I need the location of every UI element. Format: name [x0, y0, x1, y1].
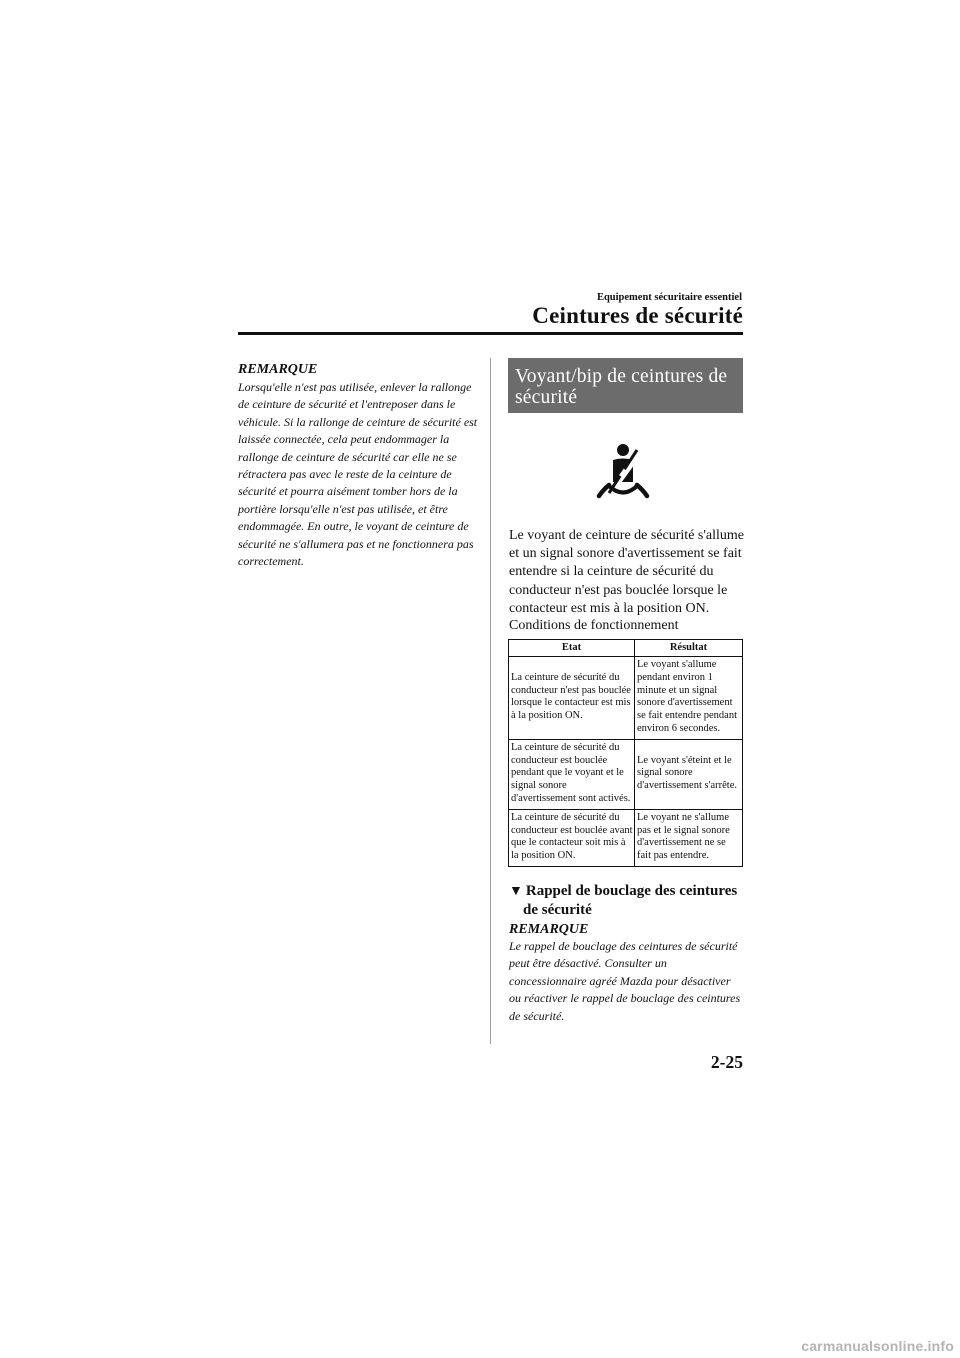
note-text: Lorsqu'elle n'est pas utilisée, enlever la rallonge de ceinture de sécurité et l'entreposer dans le véhicule. Si la rallonge de ceinture de sécurité est laissée connectée, cela peut endommager la rallonge de ceinture de sécurité car elle ne se rétractera pas avec le reste de la ceinture de sécurité et pourra aisément tomber hors de la portière lorsqu'elle n'est pas utilisée, et être endommagée. En outre, le voyant de ceinture de sécurité ne s'allumera pas et ne fonctionnera pas correctement. — [238, 380, 478, 569]
conditions-table — [508, 639, 743, 867]
table-cell-resultat: Le voyant ne s'allume pas et le signal sonore d'avertissement ne se fait pas entendre. — [635, 809, 743, 866]
table-header-row — [509, 640, 743, 657]
table-cell-etat: La ceinture de sécurité du conducteur n'est pas bouclée lorsque le contacteur est mis à la position ON. — [509, 657, 635, 740]
table-cell-resultat: Le voyant s'allume pendant environ 1 minute et un signal sonore d'avertissement se fait entendre pendant environ 6 secondes. — [635, 657, 743, 740]
table-header-resultat: Résultat — [635, 640, 743, 657]
intro-paragraph: Le voyant de ceinture de sécurité s'allume et un signal sonore d'avertissement se fait entendre si la ceinture de sécurité du conducteur n'est pas bouclée lorsque le contacteur est mis à la position ON. — [509, 528, 744, 616]
subsection-heading — [509, 882, 749, 919]
conditions-label: Conditions de fonctionnement — [509, 618, 679, 633]
page-number: 2-25 — [710, 1052, 743, 1072]
left-note — [238, 362, 478, 570]
table-row — [509, 657, 743, 740]
table-cell-etat: La ceinture de sécurité du conducteur est bouclée avant que le contacteur soit mis à la position ON. — [509, 809, 635, 866]
subsection-title-line1: Rappel de bouclage des ceintures — [525, 883, 738, 899]
table-header-etat: Etat — [509, 640, 635, 657]
table-cell-resultat: Le voyant s'éteint et le signal sonore d'avertissement s'arrête. — [635, 739, 743, 809]
watermark: carmanualsonline.info — [801, 1338, 954, 1354]
column-divider — [490, 358, 491, 1044]
header-rule — [238, 332, 743, 335]
subsection-title-line2: de sécurité — [523, 902, 592, 918]
note-label: REMARQUE — [509, 922, 589, 937]
note-label: REMARQUE — [238, 362, 318, 377]
header-section-name: Equipement sécuritaire essentiel — [596, 292, 742, 303]
right-note — [509, 922, 745, 1025]
table-row — [509, 739, 743, 809]
triangle-down-icon: ▼ — [509, 884, 523, 899]
section-heading: Voyant/bip de ceintures de sécurité — [508, 358, 743, 413]
table-cell-etat: La ceinture de sécurité du conducteur est bouclée pendant que le voyant et le signal sonore d'avertissement sont activés. — [509, 739, 635, 809]
seatbelt-warning-icon — [596, 443, 650, 499]
table-row — [509, 809, 743, 866]
note-text: Le rappel de bouclage des ceintures de sécurité peut être désactivé. Consulter un concessionnaire agréé Mazda pour désactiver ou réactiver le rappel de bouclage des ceintures de sécurité. — [509, 939, 741, 1023]
page-title: Ceintures de sécurité — [532, 303, 743, 328]
